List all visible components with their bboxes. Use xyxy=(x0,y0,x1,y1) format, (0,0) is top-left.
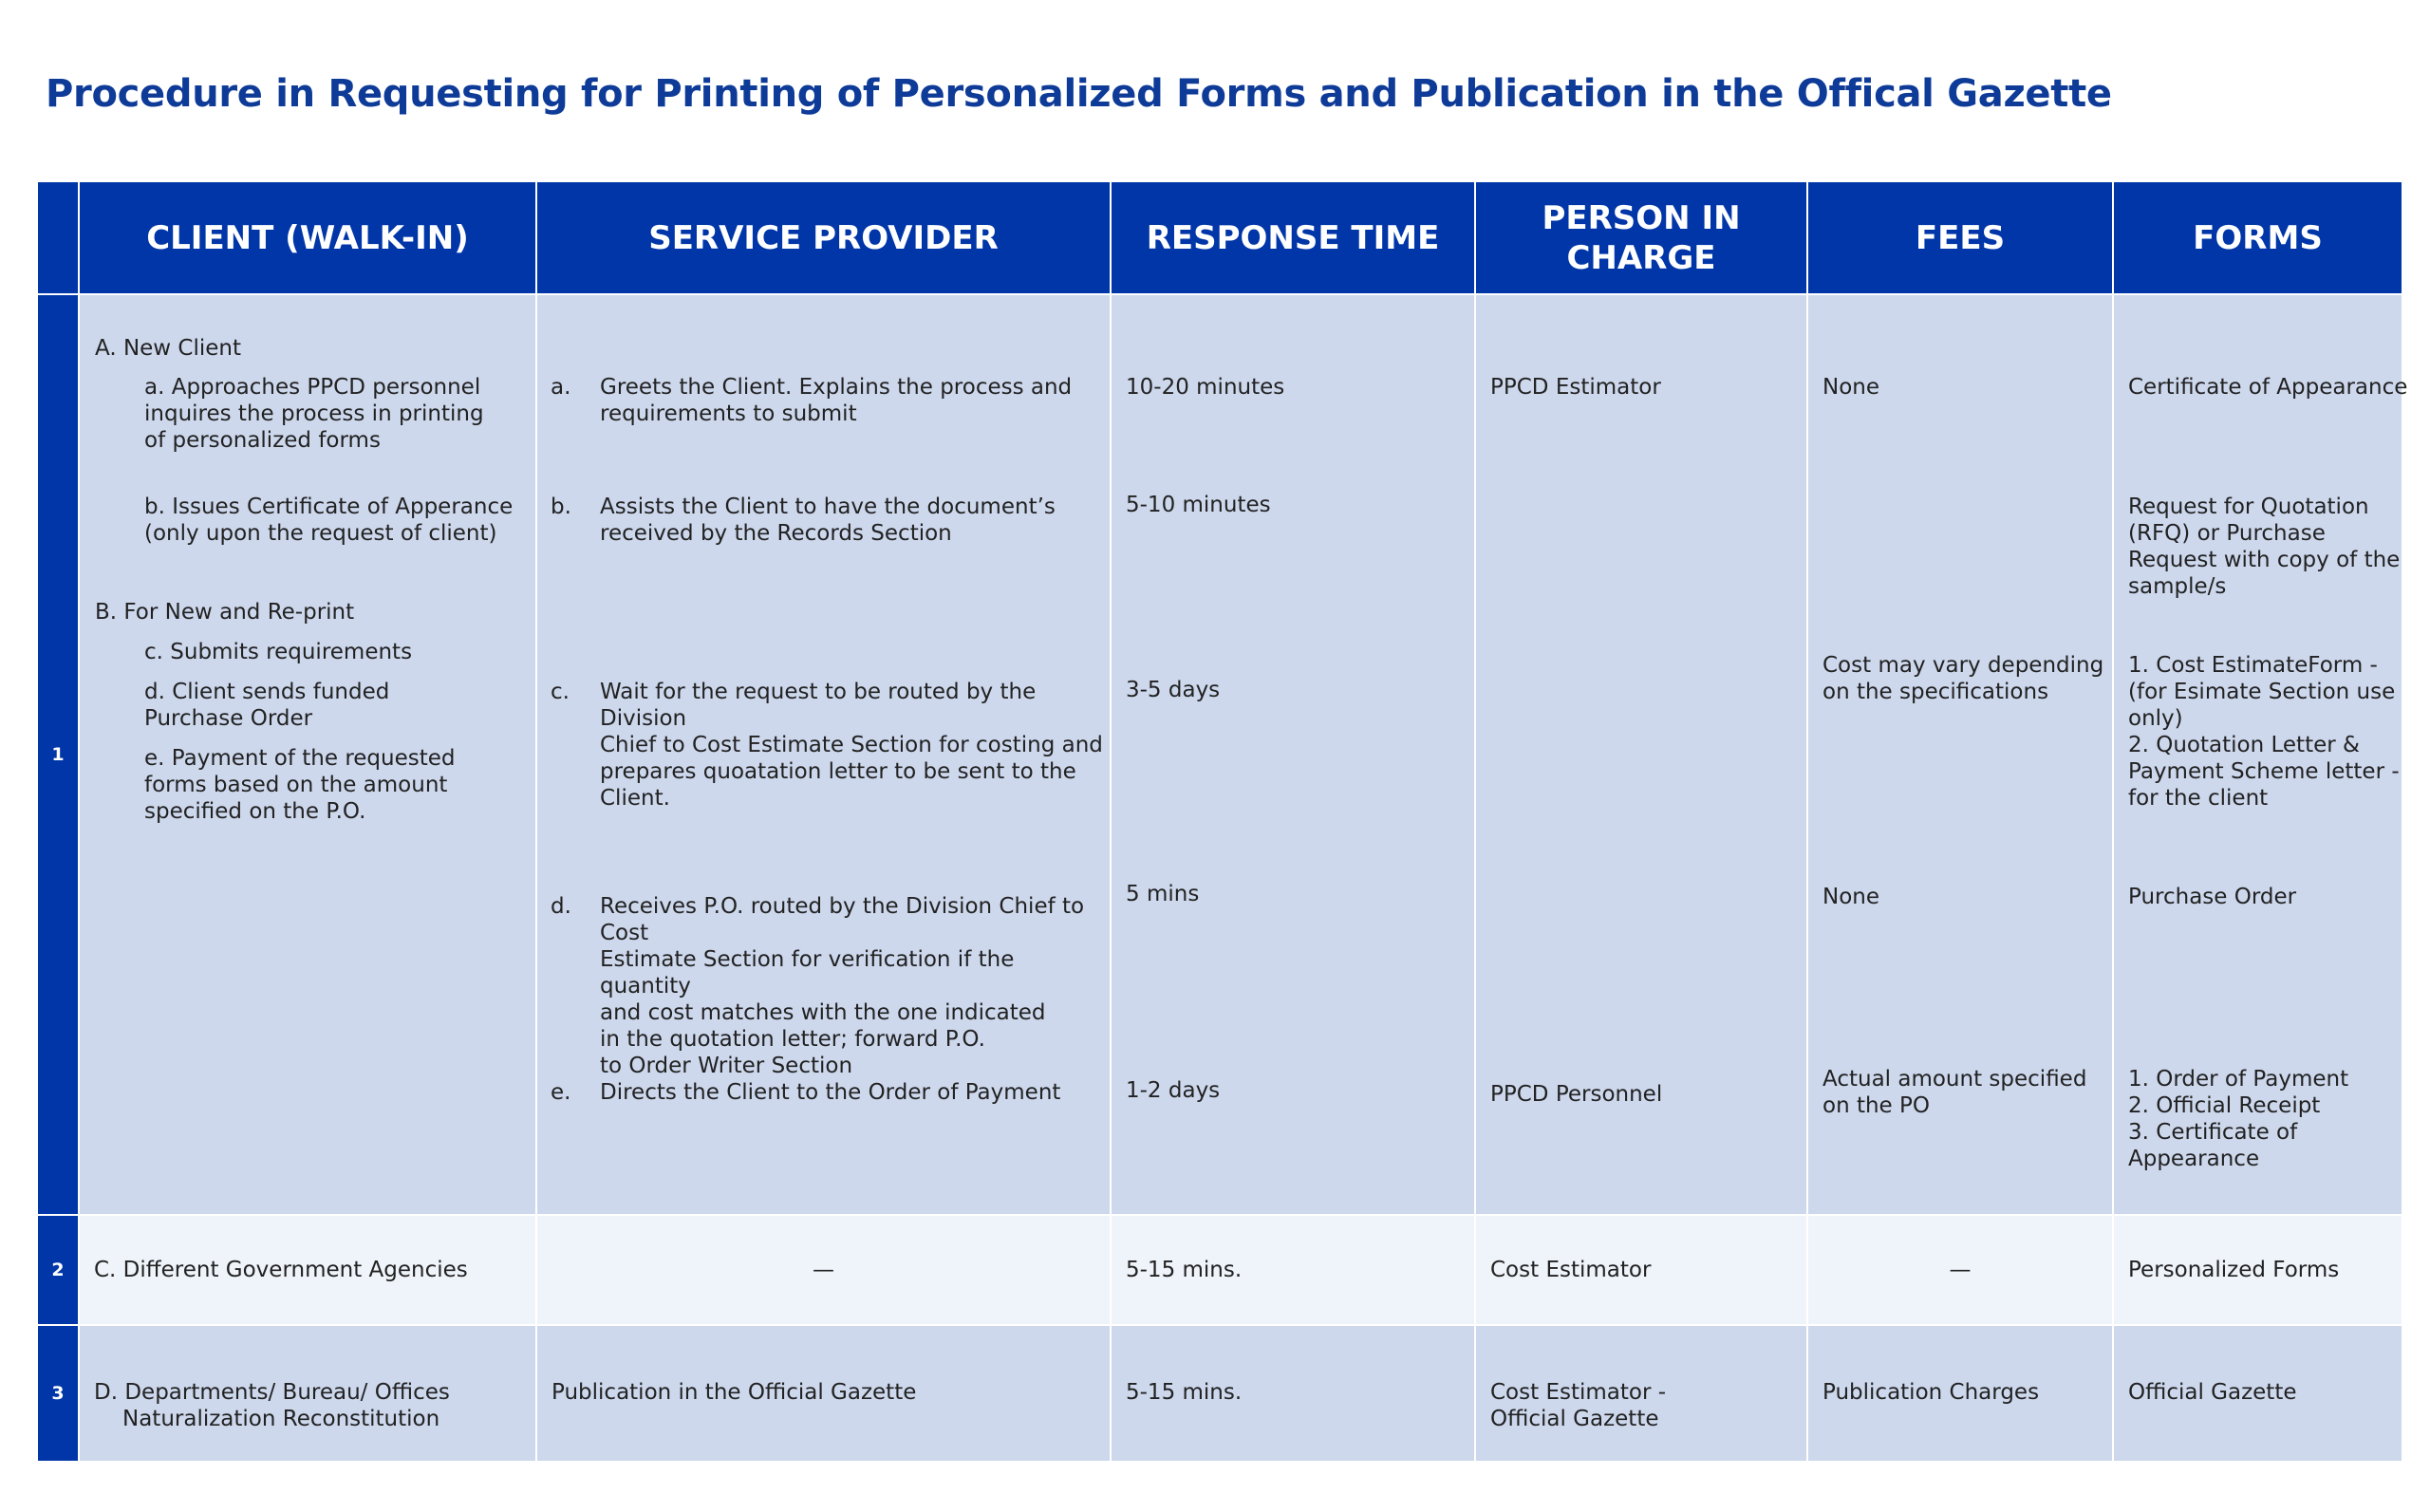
header-forms: FORMS xyxy=(2113,181,2402,294)
client-step-b: b. Issues Certificate of Apperance (only upon the request of client) xyxy=(144,495,514,546)
fees-cell xyxy=(1807,294,2113,1215)
fees-cell: — xyxy=(1807,1215,2113,1325)
forms-c: 1. Cost EstimateForm - (for Esimate Section use only) 2. Quotation Letter & Payment Scheme letter - for the client xyxy=(2128,653,2400,811)
response-c: 3-5 days xyxy=(1126,678,1221,702)
fees-a: None xyxy=(1822,375,1880,400)
table-row xyxy=(37,1325,2402,1462)
fees-e: Actual amount specified on the PO xyxy=(1822,1067,2087,1118)
provider-step-c: c. Wait for the request to be routed by the Division Chief to Cost Estimate Section for costing and prepares quoatation letter to be sent to the Client. xyxy=(551,680,1103,811)
page-title: Procedure in Requesting for Printing of Personalized Forms and Publication in the Offical Gazette xyxy=(46,72,2112,116)
service-provider-cell xyxy=(536,294,1111,1215)
table-row xyxy=(37,1215,2402,1325)
response-d: 5 mins xyxy=(1126,882,1200,906)
client-step-c: c. Submits requirements xyxy=(144,640,413,664)
client-step-e: e. Payment of the requested forms based on the amount specified on the P.O. xyxy=(144,746,456,824)
client-cell: C. Different Government Agencies xyxy=(79,1215,536,1325)
client-step-d: d. Client sends funded Purchase Order xyxy=(144,680,390,731)
row-number: 3 xyxy=(37,1325,79,1462)
fees-d: None xyxy=(1822,885,1880,909)
service-provider-cell: — xyxy=(536,1215,1111,1325)
client-step-a: a. Approaches PPCD personnel inquires the process in printing of personalized forms xyxy=(144,375,484,453)
header-client: CLIENT (WALK-IN) xyxy=(79,181,536,294)
provider-step-b: b. Assists the Client to have the document’s received by the Records Section xyxy=(551,495,1056,546)
fees-cell: Publication Charges xyxy=(1807,1325,2113,1462)
provider-step-e: e. Directs the Client to the Order of Payment xyxy=(551,1080,1061,1105)
client-cell: D. Departments/ Bureau/ Offices Naturalization Reconstitution xyxy=(79,1325,536,1462)
provider-step-a: a. Greets the Client. Explains the process and requirements to submit xyxy=(551,375,1073,426)
response-time-cell: 5-15 mins. xyxy=(1111,1215,1475,1325)
header-person-in-charge: PERSON IN CHARGE xyxy=(1475,181,1807,294)
forms-d: Purchase Order xyxy=(2128,885,2297,909)
procedure-table xyxy=(36,180,2408,1463)
person-in-charge-cell: Cost Estimator - Official Gazette xyxy=(1475,1325,1807,1462)
response-a: 10-20 minutes xyxy=(1126,375,1285,400)
table-row xyxy=(37,294,2402,1215)
person-e: PPCD Personnel xyxy=(1490,1082,1663,1107)
response-time-cell: 5-15 mins. xyxy=(1111,1325,1475,1462)
forms-a: Certificate of Appearance xyxy=(2128,375,2408,400)
service-provider-cell: Publication in the Official Gazette xyxy=(536,1325,1111,1462)
forms-b: Request for Quotation (RFQ) or Purchase Request with copy of the sample/s xyxy=(2128,495,2401,599)
client-new-client-heading: A. New Client xyxy=(95,336,242,361)
fees-c: Cost may vary depending on the specifications xyxy=(1822,653,2104,704)
response-b: 5-10 minutes xyxy=(1126,493,1271,517)
person-a: PPCD Estimator xyxy=(1490,375,1661,400)
header-fees: FEES xyxy=(1807,181,2113,294)
client-cell xyxy=(79,294,536,1215)
person-in-charge-cell xyxy=(1475,294,1807,1215)
forms-e: 1. Order of Payment 2. Official Receipt 3. Certificate of Appearance xyxy=(2128,1067,2349,1171)
row-number: 2 xyxy=(37,1215,79,1325)
client-reprint-heading: B. For New and Re-print xyxy=(95,600,355,625)
row-number: 1 xyxy=(37,294,79,1215)
forms-cell: Personalized Forms xyxy=(2113,1215,2402,1325)
forms-cell: Official Gazette xyxy=(2113,1325,2402,1462)
header-response-time: RESPONSE TIME xyxy=(1111,181,1475,294)
forms-cell xyxy=(2113,294,2408,1215)
response-time-cell xyxy=(1111,294,1475,1215)
provider-step-d: d. Receives P.O. routed by the Division Chief to Cost Estimate Section for verification if the quantity and cost matches with the one indicated in the quotation letter; forward P.O. to Order Writer Section xyxy=(551,894,1085,1078)
response-e: 1-2 days xyxy=(1126,1078,1221,1103)
header-number xyxy=(37,181,79,294)
header-service-provider: SERVICE PROVIDER xyxy=(536,181,1111,294)
header-row xyxy=(37,181,2402,294)
person-in-charge-cell: Cost Estimator xyxy=(1475,1215,1807,1325)
